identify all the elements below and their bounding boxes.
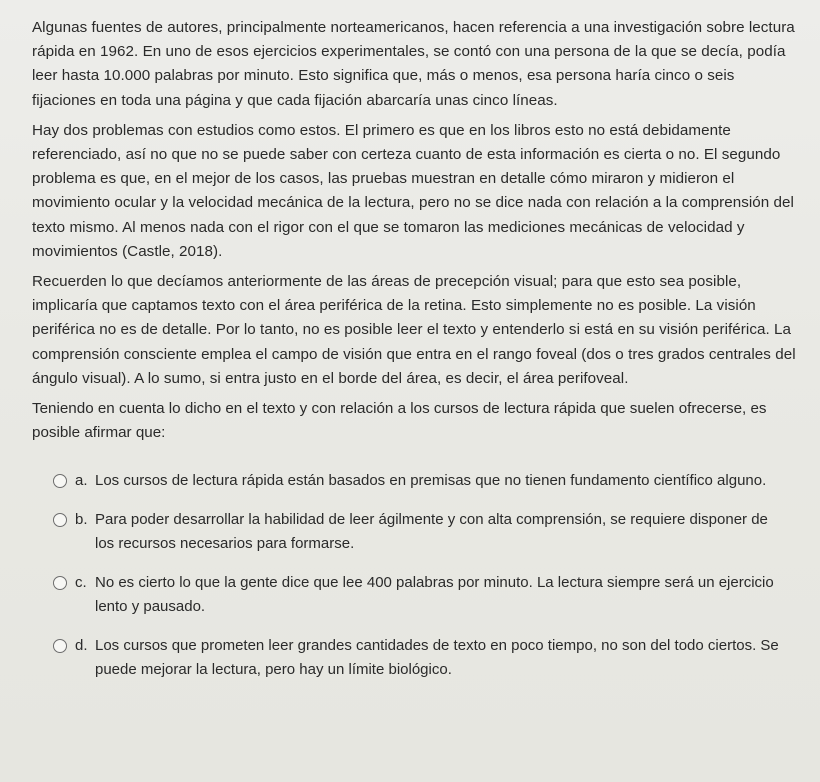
option-a[interactable] xyxy=(53,469,800,493)
question-stem: Teniendo en cuenta lo dicho en el texto y con relación a los cursos de lectura rápida que suelen ofrecerse, es posible afirmar que: xyxy=(32,400,767,442)
reading-passage xyxy=(32,16,800,391)
option-letter-b: b. xyxy=(75,511,88,529)
passage-paragraph-2: Hay dos problemas con estudios como estos. El primero es que en los libros esto no está debidamente referenciado, así no que no se puede saber con certeza cuanto de esta información es cierta o no. El segundo problema es que, en el mejor de los casos, las pruebas muestran en detalle cómo miraron y midieron el movimiento ocular y la velocidad mecánica de la lectura, pero no se dice nada con relación a la comprensión del texto mismo. Al menos nada con el rigor con el que se tomaron las mediciones mecánicas de velocidad y movimientos (Castle, 2018). xyxy=(32,121,794,260)
option-text-b[interactable]: Para poder desarrollar la habilidad de leer ágilmente y con alta comprensión, se requiere disponer de los recursos necesarios para formarse. xyxy=(95,511,768,553)
radio-button-c[interactable] xyxy=(53,576,67,590)
option-text-d[interactable]: Los cursos que prometen leer grandes cantidades de texto en poco tiempo, no son del todo ciertos. Se puede mejorar la lectura, pero hay un límite biológico. xyxy=(95,637,779,679)
radio-button-a[interactable] xyxy=(53,474,67,488)
passage-paragraph-3: Recuerden lo que decíamos anteriormente de las áreas de precepción visual; para que esto sea posible, implicaría que captamos texto con el área periférica de la retina. Esto simplemente no es posible. La visión periférica no es de detalle. Por lo tanto, no es posible leer el texto y entenderlo si está en su visión periférica. La comprensión consciente emplea el campo de visión que entra en el rango foveal (dos o tres grados centrales del ángulo visual). A lo sumo, si entra justo en el borde del área, es decir, el área perifoveal. xyxy=(32,273,796,387)
option-letter-d: d. xyxy=(75,637,88,655)
option-b[interactable] xyxy=(53,508,800,556)
option-letter-a: a. xyxy=(75,472,88,490)
radio-button-b[interactable] xyxy=(53,513,67,527)
option-c[interactable] xyxy=(53,571,800,619)
option-text-a[interactable]: Los cursos de lectura rápida están basados en premisas que no tienen fundamento científico alguno. xyxy=(95,472,767,490)
option-letter-c: c. xyxy=(75,574,87,592)
radio-button-d[interactable] xyxy=(53,639,67,653)
answer-options xyxy=(32,469,800,682)
option-text-c[interactable]: No es cierto lo que la gente dice que lee 400 palabras por minuto. La lectura siempre será un ejercicio lento y pausado. xyxy=(95,574,774,616)
passage-paragraph-1: Algunas fuentes de autores, principalmente norteamericanos, hacen referencia a una investigación sobre lectura rápida en 1962. En uno de esos ejercicios experimentales, se contó con una persona de la que se decía, podía leer hasta 10.000 palabras por minuto. Esto significa que, más o menos, esa persona haría cinco o seis fijaciones en toda una página y que cada fijación abarcaría unas cinco líneas. xyxy=(32,19,795,109)
option-d[interactable] xyxy=(53,634,800,682)
